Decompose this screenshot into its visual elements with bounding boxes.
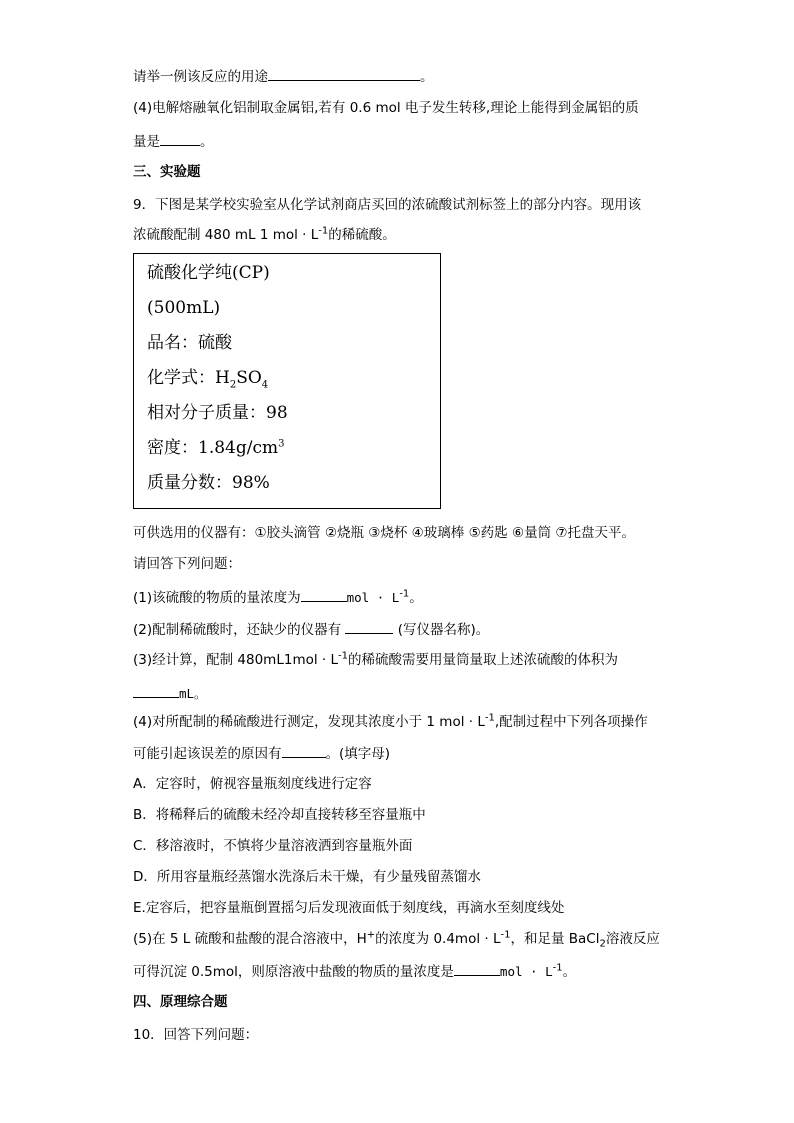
q9-part4-line1: (4)对所配制的稀硫酸进行测定，发现其浓度小于 1 mol · $L^{-1}$,配制过程中下列各项操作 <box>133 712 648 730</box>
label-name: 品名：硫酸 <box>147 333 232 353</box>
q9-part5-line1: (5)在 5 L 硫酸和盐酸的混合溶液中，H+的浓度为 $0.4mol \cdot L^{-1}$，和足量 BaCl$_2$溶液反应 <box>133 929 660 950</box>
q10-intro: 10．回答下列问题： <box>133 1027 259 1043</box>
label-mass-fraction: 质量分数：98% <box>147 473 270 493</box>
label-density: 密度：$1.84g/cm^3$ <box>147 438 285 458</box>
q9-option-d: D．所用容量瓶经蒸馏水洗涤后未干燥，有少量残留蒸馏水 <box>133 869 481 885</box>
section-experiment-heading: 三、实验题 <box>133 164 201 180</box>
q8-part4-line1: (4)电解熔融氧化铝制取金属铝,若有 0.6 mol 电子发生转移,理论上能得到金属铝的质 <box>133 100 639 116</box>
q9-instruments: 可供选用的仪器有：①胶头滴管 ②烧瓶 ③烧杯 ④玻璃棒 ⑤药匙 ⑥量筒 ⑦托盘天平。 <box>133 525 635 541</box>
section-principle-heading: 四、原理综合题 <box>133 994 228 1010</box>
q9-part3-line1: (3)经计算，配制 $480mL1mol \cdot L^{-1}$的稀硫酸需要用量筒量取上述浓硫酸的体积为 <box>133 650 618 668</box>
q9-p3-blank[interactable] <box>133 683 179 698</box>
q9-intro-line2: 浓硫酸配制 480 mL 1 mol · $L^{-1}$的稀硫酸。 <box>133 225 396 243</box>
q9-part1: (1)该硫酸的物质的量浓度为 mol · $L^{-1}$。 <box>133 588 423 606</box>
reagent-label-box <box>133 253 441 509</box>
q9-option-e: E.定容后，把容量瓶倒置摇匀后发现液面低于刻度线，再滴水至刻度线处 <box>133 900 565 916</box>
q8-part4-line2: 量是 。 <box>133 131 214 151</box>
q9-part5-line2: 可得沉淀 0.5mol，则原溶液中盐酸的物质的量浓度是 mol · $L^{-1}$。 <box>133 962 577 980</box>
q9-ask: 请回答下列问题： <box>133 556 241 572</box>
q9-p2-blank[interactable] <box>345 619 393 634</box>
q9-part3-line2: mL。 <box>133 683 207 703</box>
q8-use-blank[interactable] <box>268 66 420 81</box>
label-volume: (500mL) <box>147 298 221 318</box>
q9-part2: (2)配制稀硫酸时，还缺少的仪器有 (写仪器名称)。 <box>133 619 489 639</box>
q9-p4-blank[interactable] <box>282 743 326 758</box>
q8-use-line: 请举一例该反应的用途 。 <box>133 66 434 86</box>
q9-p5-blank[interactable] <box>454 961 500 976</box>
q9-part4-line2: 可能引起该误差的原因有 。(填字母) <box>133 743 390 763</box>
q9-option-a: A．定容时，俯视容量瓶刻度线进行定容 <box>133 776 372 792</box>
q8-use-text: 请举一例该反应的用途 <box>133 69 268 85</box>
q9-option-b: B．将稀释后的硫酸未经冷却直接转移至容量瓶中 <box>133 807 426 823</box>
label-formula: 化学式：$H_2SO_4$ <box>147 368 269 391</box>
label-molar-mass: 相对分子质量：98 <box>147 403 288 423</box>
q9-intro-line1: 9．下图是某学校实验室从化学试剂商店买回的浓硫酸试剂标签上的部分内容。现用该 <box>133 197 642 213</box>
label-grade: 硫酸化学纯(CP) <box>147 263 270 283</box>
q9-option-c: C．移溶液时，不慎将少量溶液洒到容量瓶外面 <box>133 838 413 854</box>
q8-mass-blank[interactable] <box>160 131 200 146</box>
q9-p1-blank[interactable] <box>301 587 347 602</box>
